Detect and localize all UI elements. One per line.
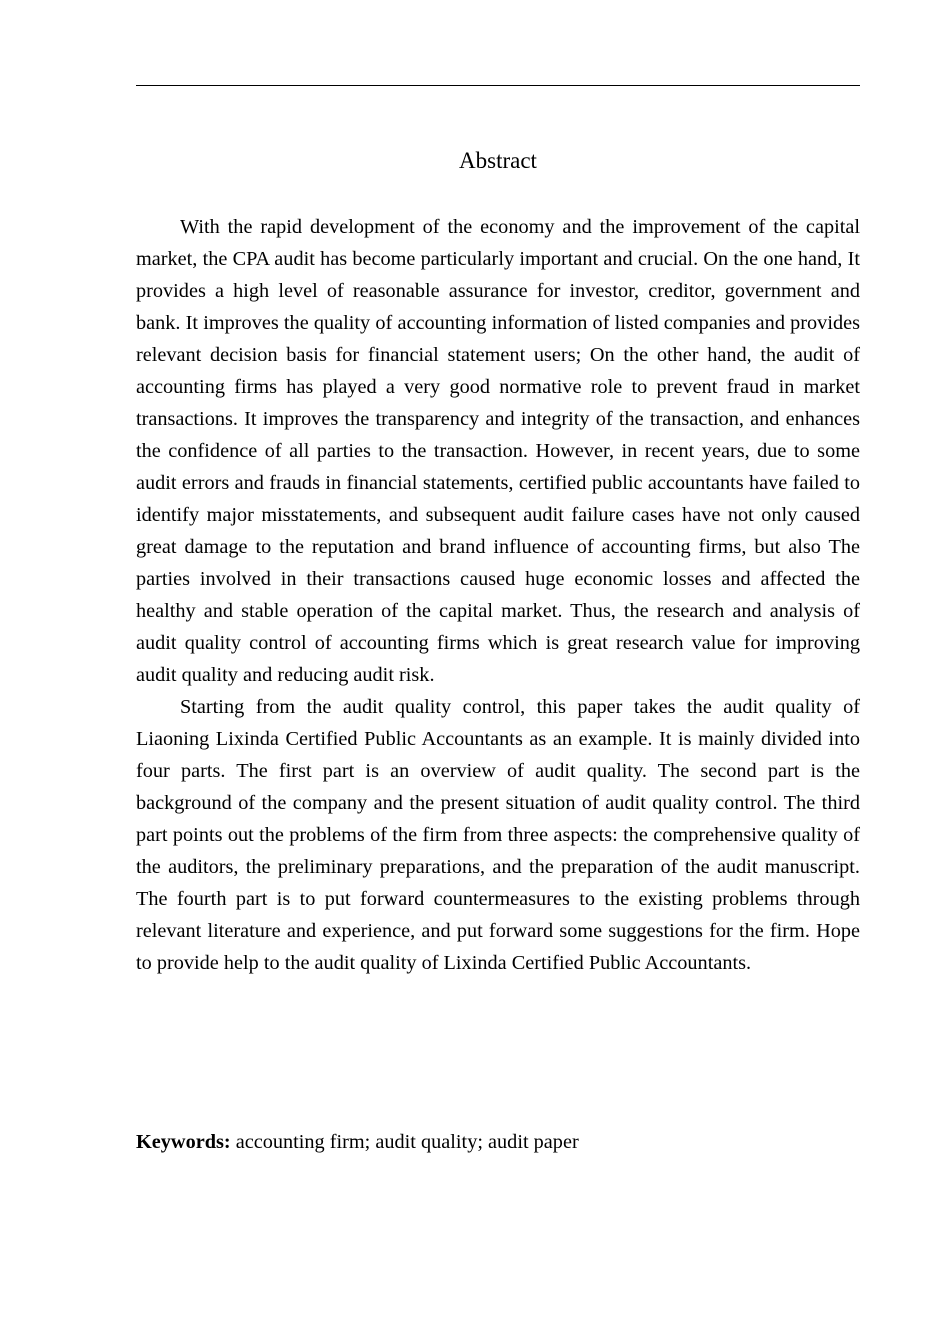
abstract-paragraph: Starting from the audit quality control, this paper takes the audit quality of Liaoning Lixinda Certified Public Accountants as an example. It is mainly divided into four parts. The first part is an overview of audit quality. The second part is the background of the company and the present situation of audit quality control. The third part points out the problems of the firm from three aspects: the comprehensive quality of the auditors, the preliminary preparations, and the preparation of the audit manuscript. The fourth part is to put forward countermeasures to the existing problems through relevant literature and experience, and put forward some suggestions for the firm. Hope to provide help to the audit quality of Lixinda Certified Public Accountants. [136,696,860,974]
keywords-line [136,1126,860,1158]
page-title: Abstract [459,148,537,173]
abstract-paragraph: With the rapid development of the economy and the improvement of the capital market, the CPA audit has become particularly important and crucial. On the one hand, It provides a high level of reasonable assurance for investor, creditor, government and bank. It improves the quality of accounting information of listed companies and provides relevant decision basis for financial statement users; On the other hand, the audit of accounting firms has played a very good normative role to prevent fraud in market transactions. It improves the transparency and integrity of the transaction, and enhances the confidence of all parties to the transaction. However, in recent years, due to some audit errors and frauds in financial statements, certified public accountants have failed to identify major misstatements, and subsequent audit failure cases have not only caused great damage to the reputation and brand influence of accounting firms, but also The parties involved in their transactions caused huge economic losses and affected the healthy and stable operation of the capital market. Thus, the research and analysis of audit quality control of accounting firms which is great research value for improving audit quality and reducing audit risk. [136,216,860,686]
header-rule [136,85,860,86]
keywords-label: Keywords: [136,1131,231,1153]
keywords-text: accounting firm; audit quality; audit paper [230,1131,579,1153]
abstract-body [136,211,860,979]
